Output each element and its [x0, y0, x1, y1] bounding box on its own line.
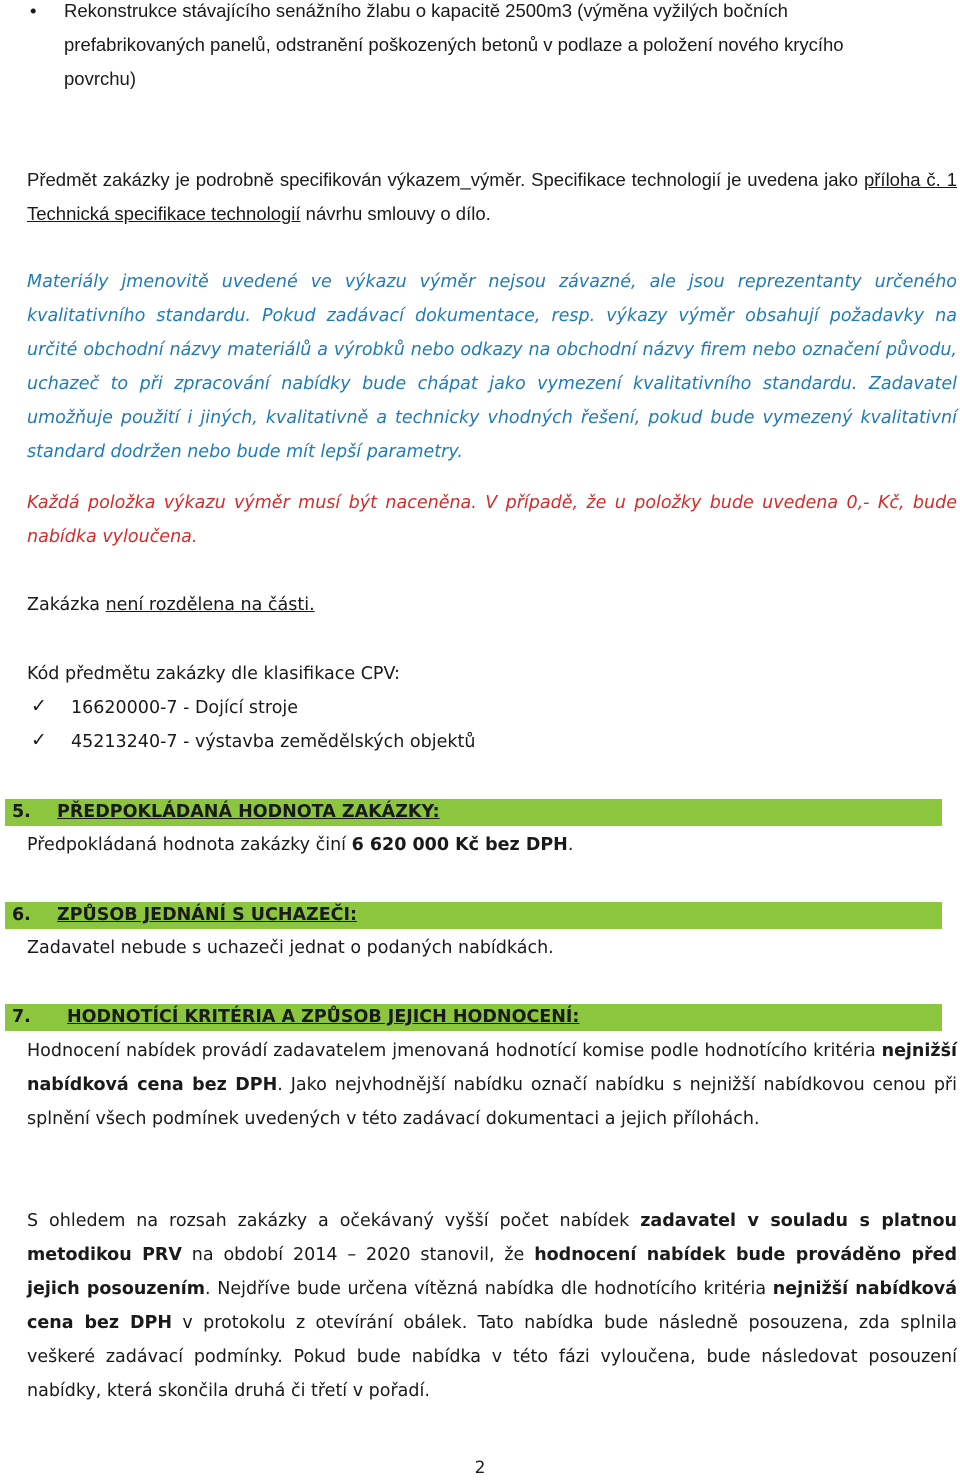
s7p2-text-b: na období 2014 – 2020 stanovil, že: [181, 1245, 535, 1265]
section-7-paragraph-1: [27, 1034, 957, 1136]
section-5-value: 6 620 000 Kč bez DPH: [351, 835, 568, 855]
s7p2-text-a: S ohledem na rozsah zakázky a očekávaný vyšší počet nabídek: [27, 1211, 641, 1231]
s7p2-bold-2: hodnocení nabídek bude prováděno před jejich posouzením: [27, 1245, 958, 1299]
spec-paragraph: [27, 163, 957, 231]
section-6-title: ZPŮSOB JEDNÁNÍ S UCHAZEČI:: [57, 905, 358, 925]
s7p2-bold-3: nejnižší nabídková cena bez DPH: [27, 1279, 958, 1333]
parts-paragraph: [27, 588, 957, 622]
spec-text-b: návrhu smlouvy o dílo.: [300, 203, 491, 224]
spec-text-a: Předmět zakázky je podrobně specifikován výkazem_výměr. Specifikace technologií je uvedena jako: [27, 169, 864, 190]
section-6-header: [5, 902, 942, 929]
section-7-header: [5, 1004, 942, 1031]
s7p2-bold-1: zadavatel v souladu s platnou metodikou PRV: [27, 1211, 957, 1265]
check-icon: ✓: [31, 729, 47, 751]
cpv-item-2: 45213240-7 - výstavba zemědělských objektů: [71, 732, 476, 752]
s7p1-text-a: Hodnocení nabídek provádí zadavatelem jmenovaná hodnotící komise podle hodnotícího kritéria: [27, 1041, 882, 1061]
section-6-number: 6.: [12, 905, 31, 925]
s7p2-text-c: . Nejdříve bude určena vítězná nabídka dle hodnotícího kritéria: [205, 1279, 773, 1299]
bullet-icon: •: [30, 0, 37, 21]
materials-text: Materiály jmenovitě uvedené ve výkazu výměr nejsou závazné, ale jsou reprezentanty určeného kvalitativního standardu. Pokud zadávací dokumentace, resp. výkazy výměr obsahují požadavky na určité obchodní názvy materiálů a výrobků nebo odkazy na obchodní názvy firem nebo označení původu, uchazeč to při zpracování nabídky bude chápat jako vymezení kvalitativního standardu. Zadavatel umožňuje použití i jiných, kvalitativně a technicky vhodných řešení, pokud bude vymezený kvalitativní standard dodržen nebo bude mít lepší parametry.: [27, 272, 957, 462]
pricing-warning-paragraph: [27, 486, 957, 554]
s7p1-text-b: . Jako nejvhodnější nabídku označí nabídku s nejnižší nabídkovou cenou při splnění všech podmínek uvedených v této zadávací dokumentaci a jejich přílohách.: [27, 1075, 957, 1129]
section-7-paragraph-2: [27, 1204, 957, 1408]
intro-bullet-text: Rekonstrukce stávajícího senážního žlabu o kapacitě 2500m3 (výměna vyžilých bočních prefabrikovaných panelů, odstranění poškozených betonů v podlaze a položení nového krycího povrchu): [64, 0, 844, 89]
intro-bullet-item: [30, 0, 884, 96]
section-5-number: 5.: [12, 802, 31, 822]
materials-paragraph: [27, 265, 957, 469]
cpv-heading: Kód předmětu zakázky dle klasifikace CPV:: [27, 664, 400, 684]
parts-prefix: Zakázka: [27, 595, 106, 615]
check-icon: ✓: [31, 695, 47, 717]
page-number: 2: [474, 1458, 486, 1478]
section-5-title: PŘEDPOKLÁDANÁ HODNOTA ZAKÁZKY:: [57, 802, 440, 822]
section-6-text: Zadavatel nebude s uchazeči jednat o podaných nabídkách.: [27, 938, 554, 958]
section-5-text-a: Předpokládaná hodnota zakázky činí: [27, 835, 352, 855]
section-5-text: [27, 828, 957, 862]
spec-attachment-link[interactable]: příloha č. 1 Technická specifikace technologií: [27, 169, 957, 224]
section-5-header: [5, 799, 942, 826]
s7p2-text-d: v protokolu z otevírání obálek. Tato nabídka bude následně posouzena, zda splnila veškeré zadávací podmínky. Pokud bude nabídka v této fázi vyloučena, bude následovat posouzení nabídky, která skončila druhá či třetí v pořadí.: [27, 1313, 957, 1401]
section-7-title: HODNOTÍCÍ KRITÉRIA A ZPŮSOB JEJICH HODNOCENÍ:: [67, 1007, 580, 1027]
section-7-number: 7.: [12, 1007, 31, 1027]
s7p1-criterion: nejnižší nabídková cena bez DPH: [27, 1041, 957, 1095]
parts-underlined: není rozdělena na části.: [105, 595, 315, 615]
pricing-warning-text: Každá položka výkazu výměr musí být naceněna. V případě, že u položky bude uvedena 0,- Kč, bude nabídka vyloučena.: [27, 493, 957, 547]
cpv-item-1: 16620000-7 - Dojící stroje: [71, 698, 299, 718]
section-5-text-b: .: [567, 835, 574, 855]
